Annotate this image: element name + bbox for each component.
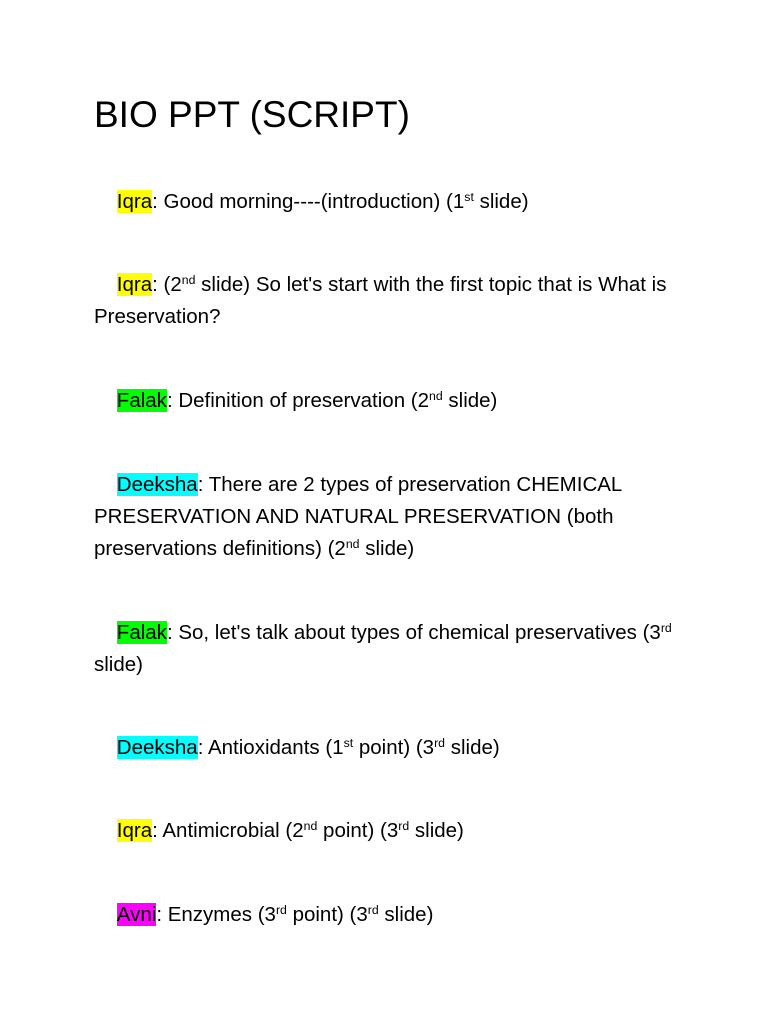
speaker-name: Deeksha	[116, 473, 198, 496]
line-text: : Definition of preservation (2	[166, 389, 430, 412]
ordinal-suffix: nd	[429, 388, 443, 403]
script-line-6	[94, 700, 694, 796]
script-line-4	[94, 437, 694, 597]
ordinal-suffix: rd	[275, 902, 287, 917]
line-text: slide) So let's start with the first topic that is What is Preservation?	[94, 273, 673, 328]
ordinal-suffix: st	[343, 735, 354, 750]
script-line-3	[94, 353, 694, 449]
speaker-name: Iqra	[116, 273, 153, 296]
speaker-name: Falak	[116, 621, 167, 644]
ordinal-suffix: rd	[367, 902, 379, 917]
line-text: slide)	[359, 537, 415, 560]
line-text: point) (3	[286, 903, 368, 926]
line-text: : There are 2 types of preservation CHEMICAL PRESERVATION AND NATURAL PRESERVATION (both preservations definitions) (2	[94, 473, 628, 560]
page-title: BIO PPT (SCRIPT)	[94, 94, 410, 135]
speaker-name: Iqra	[116, 819, 153, 842]
line-text: slide)	[442, 389, 498, 412]
ordinal-suffix: nd	[303, 818, 318, 833]
line-text: point) (3	[353, 736, 435, 759]
script-line-8	[94, 867, 694, 963]
ordinal-suffix: rd	[434, 735, 446, 750]
script-line-1	[94, 154, 694, 250]
ordinal-suffix: rd	[660, 620, 672, 635]
line-text: slide)	[409, 819, 464, 842]
line-text: slide)	[473, 190, 529, 213]
line-text: slide)	[378, 903, 434, 926]
line-text: : Enzymes (3	[156, 903, 276, 926]
line-text: : Antioxidants (1	[197, 736, 344, 759]
script-line-2	[94, 237, 694, 365]
speaker-name: Avni	[116, 903, 157, 926]
line-text: : So, let's talk about types of chemical preservatives (3	[166, 621, 661, 644]
ordinal-suffix: nd	[345, 536, 360, 551]
speaker-name: Falak	[116, 389, 167, 412]
line-text: : (2	[152, 273, 182, 296]
speaker-name: Deeksha	[116, 736, 198, 759]
line-text: : Antimicrobial (2	[152, 819, 304, 842]
script-line-5	[94, 585, 694, 713]
ordinal-suffix: rd	[398, 818, 410, 833]
ordinal-suffix: st	[464, 189, 474, 204]
line-text: slide)	[94, 621, 678, 676]
line-text: point) (3	[317, 819, 399, 842]
script-line-7	[94, 783, 694, 879]
line-text: slide)	[445, 736, 500, 759]
line-text: : Good morning----(introduction) (1	[152, 190, 465, 213]
speaker-name: Iqra	[116, 190, 153, 213]
ordinal-suffix: nd	[181, 272, 196, 287]
